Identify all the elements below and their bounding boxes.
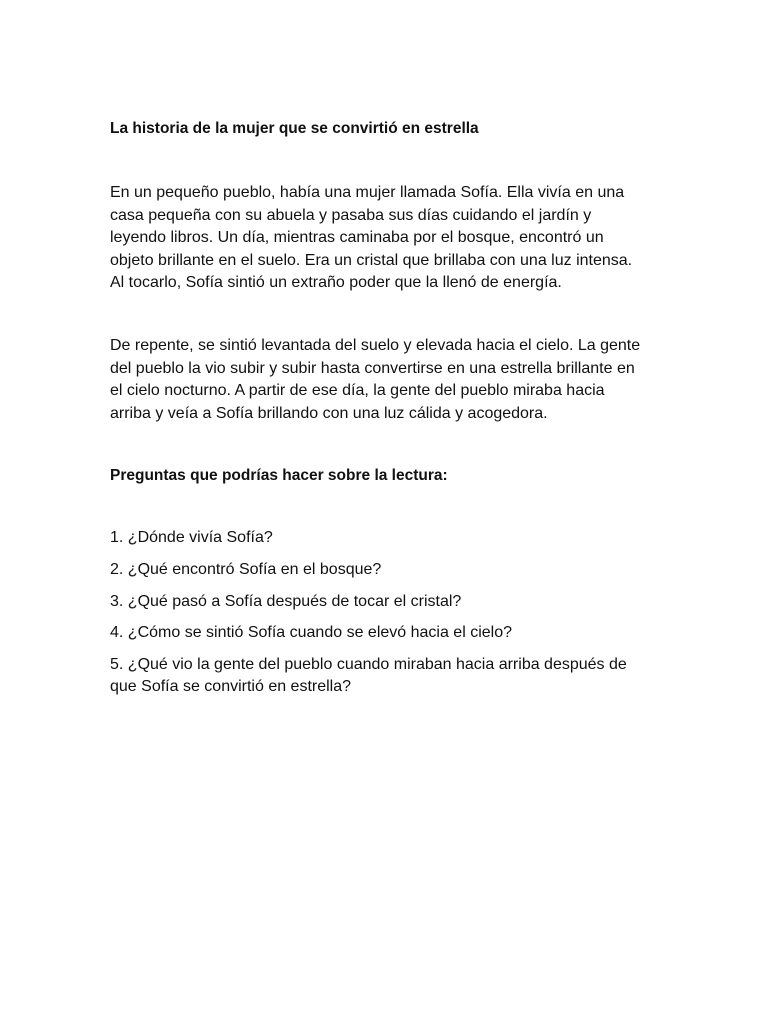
question-item: 5. ¿Qué vio la gente del pueblo cuando miraban hacia arriba después de que Sofía se convirtió en estrella?	[110, 655, 627, 696]
document-body	[110, 118, 645, 708]
question-item: 3. ¿Qué pasó a Sofía después de tocar el cristal?	[110, 592, 462, 610]
story-paragraph-2: De repente, se sintió levantada del suelo y elevada hacia el cielo. La gente del pueblo la vio subir y subir hasta convertirse en una estrella brillante en el cielo nocturno. A partir de ese día, la gente del pueblo miraba hacia arriba y veía a Sofía brillando con una luz cálida y acogedora.	[110, 336, 641, 422]
story-paragraph-1: En un pequeño pueblo, había una mujer llamada Sofía. Ella vivía en una casa pequeña con su abuela y pasaba sus días cuidando el jardín y leyendo libros. Un día, mientras caminaba por el bosque, encontró un objeto brillante en el suelo. Era un cristal que brillaba con una luz intensa. Al tocarlo, Sofía sintió un extraño poder que la llenó de energía.	[110, 184, 633, 292]
question-item: 4. ¿Cómo se sintió Sofía cuando se elevó hacia el cielo?	[110, 624, 513, 642]
questions-heading: Preguntas que podrías hacer sobre la lectura:	[110, 467, 448, 485]
question-item: 2. ¿Qué encontró Sofía en el bosque?	[110, 560, 382, 578]
question-item: 1. ¿Dónde vivía Sofía?	[110, 529, 273, 547]
questions-list	[110, 527, 645, 699]
document-title: La historia de la mujer que se convirtió en estrella	[110, 120, 479, 137]
